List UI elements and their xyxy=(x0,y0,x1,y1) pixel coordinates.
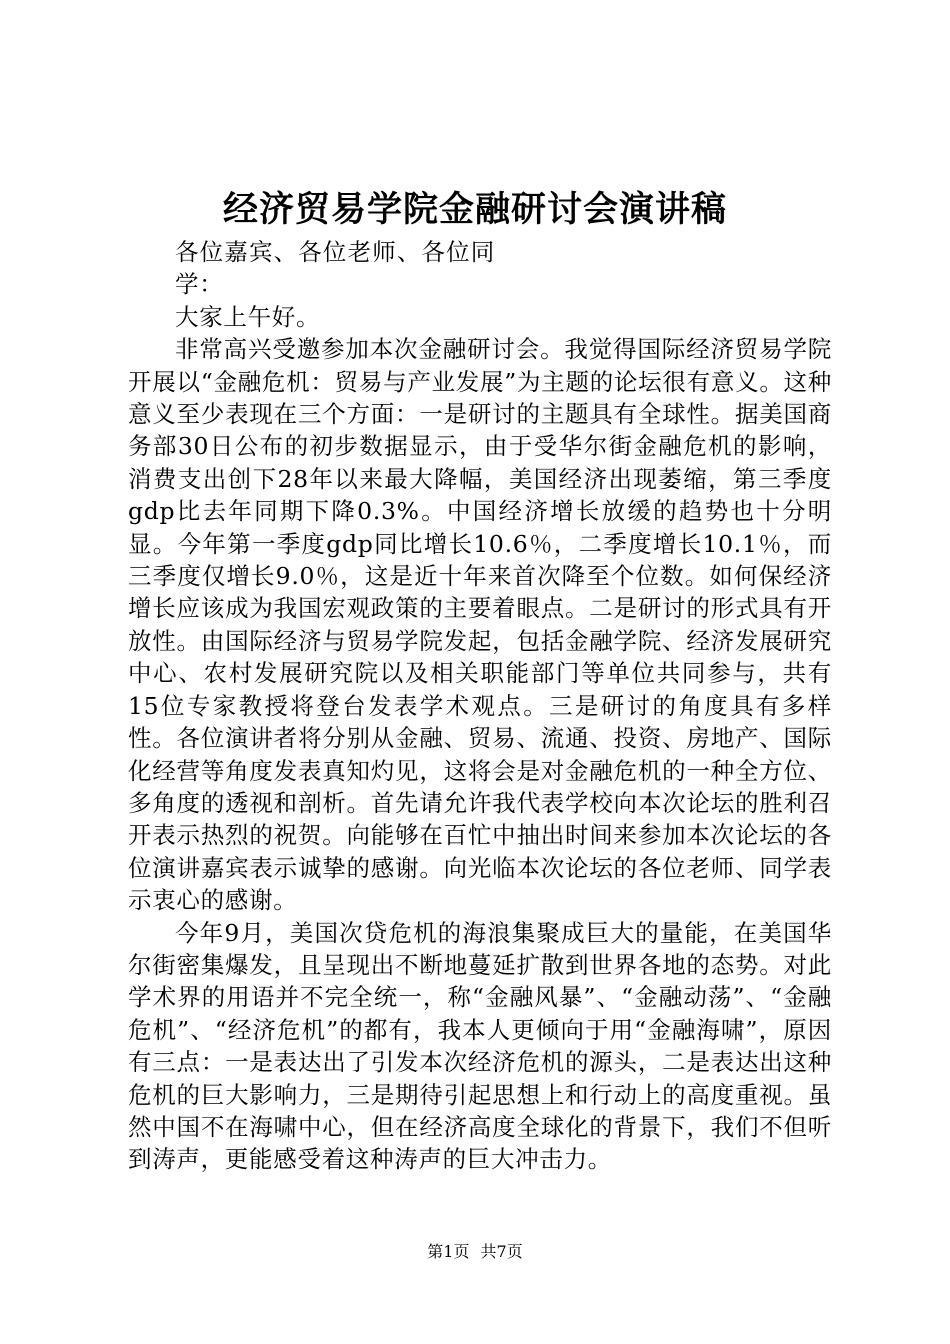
document-title: 经济贸易学院金融研讨会演讲稿 xyxy=(222,189,727,230)
body-paragraph: 非常高兴受邀参加本次金融研讨会。我觉得国际经济贸易学院开展以“金融危机：贸易与产业发展”为主题的论坛很有意义。这种意义至少表现在三个方面：一是研讨的主题具有全球性。据美国商务部30日公布的初步数据显示，由于受华尔街金融危机的影响，消费支出创下28年以来最大降幅，美国经济出现萎缩，第三季度gdp比去年同期下降0.3%。中国经济增长放缓的趋势也十分明显。今年第一季度gdp同比增长10.6％，二季度增长10.1％，而三季度仅增长9.0％，这是近十年来首次降至个位数。如何保经济增长应该成为我国宏观政策的主要着眼点。二是研讨的形式具有开放性。由国际经济与贸易学院发起，包括金融学院、经济发展研究中心、农村发展研究院以及相关职能部门等单位共同参与，共有15位专家教授将登台发表学术观点。三是研讨的角度具有多样性。各位演讲者将分别从金融、贸易、流通、投资、房地产、国际化经营等角度发表真知灼见，这将会是对金融危机的一种全方位、多角度的透视和剖析。首先请允许我代表学校向本次论坛的胜利召开表示热烈的祝贺。向能够在百忙中抽出时间来参加本次论坛的各位演讲嘉宾表示诚挚的感谢。向光临本次论坛的各位老师、同学表示衷心的感谢。 xyxy=(128,335,832,915)
document-body xyxy=(128,236,832,1176)
salutation: 各位嘉宾、各位老师、各位同学： xyxy=(175,238,495,299)
greeting: 大家上午好。 xyxy=(175,302,321,331)
body-paragraph: 今年9月，美国次贷危机的海浪集聚成巨大的量能，在美国华尔街密集爆发，且呈现出不断地蔓延扩散到世界各地的态势。对此学术界的用语并不完全统一，称“金融风暴”、“金融动荡”、“金融危机”、“经济危机”的都有，我本人更倾向于用“金融海啸”，原因有三点：一是表达出了引发本次经济危机的源头，二是表达出这种危机的巨大影响力，三是期待引起思想上和行动上的高度重视。虽然中国不在海啸中心，但在经济高度全球化的背景下，我们不但听到涛声，更能感受着这种涛声的巨大冲击力。 xyxy=(128,918,832,1174)
page-footer xyxy=(0,1241,950,1263)
page-number: 第1页 xyxy=(427,1242,470,1261)
page-total: 共7页 xyxy=(480,1242,523,1261)
